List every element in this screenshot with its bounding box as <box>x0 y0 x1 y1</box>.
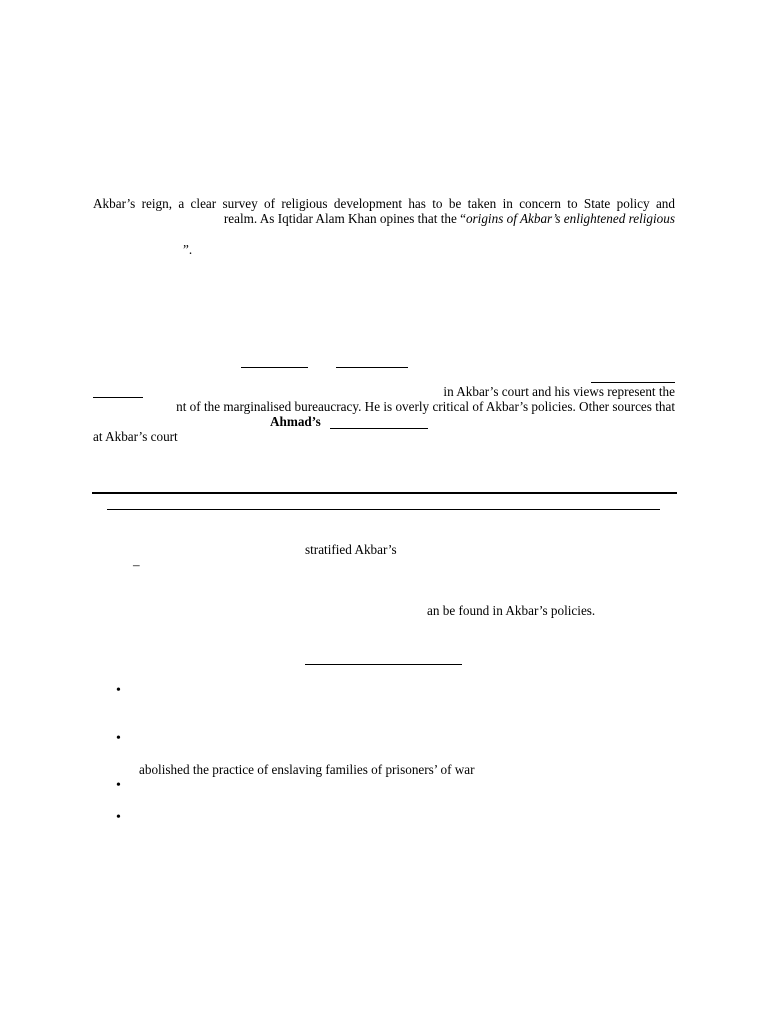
section-divider-thick <box>92 492 677 494</box>
list-item-2-text: abolished the practice of enslaving families of prisoners’ of war <box>139 762 475 777</box>
paragraph-1-line-2-text: realm. As Iqtidar Alam Khan opines that the “ <box>223 211 466 226</box>
underline-blank-3 <box>591 382 675 383</box>
underline-blank-1 <box>241 367 308 368</box>
list-bullet-4: • <box>116 810 121 825</box>
author-name-bold: Ahmad’s <box>270 414 321 429</box>
section-dash: – <box>133 557 140 572</box>
paragraph-2-line-5: at Akbar’s court <box>93 429 178 444</box>
section-line-3: an be found in Akbar’s policies. <box>427 603 596 618</box>
list-bullet-1: • <box>116 683 121 698</box>
underline-blank-4 <box>93 397 143 398</box>
paragraph-1-line-1: Akbar’s reign, a clear survey of religious development has to be taken in concern to State policy and <box>93 196 675 211</box>
heading-underline <box>305 664 462 665</box>
list-bullet-3: • <box>116 778 121 793</box>
paragraph-1-line-3: ”. <box>183 242 193 257</box>
quote-italic: origins of Akbar’s enlightened religious <box>465 211 675 226</box>
paragraph-2-line-2: in Akbar’s court and his views represent the <box>443 384 675 399</box>
section-divider-thin <box>107 509 660 510</box>
list-bullet-2: • <box>116 731 121 746</box>
paragraph-2-line-3: nt of the marginalised bureaucracy. He is overly critical of Akbar’s policies. Other sources that <box>176 399 675 414</box>
section-line-1: stratified Akbar’s <box>305 542 397 557</box>
underline-blank-5 <box>330 428 428 429</box>
paragraph-1-line-2 <box>170 211 675 226</box>
underline-blank-2 <box>336 367 408 368</box>
paragraph-2-line-4 <box>270 414 321 429</box>
